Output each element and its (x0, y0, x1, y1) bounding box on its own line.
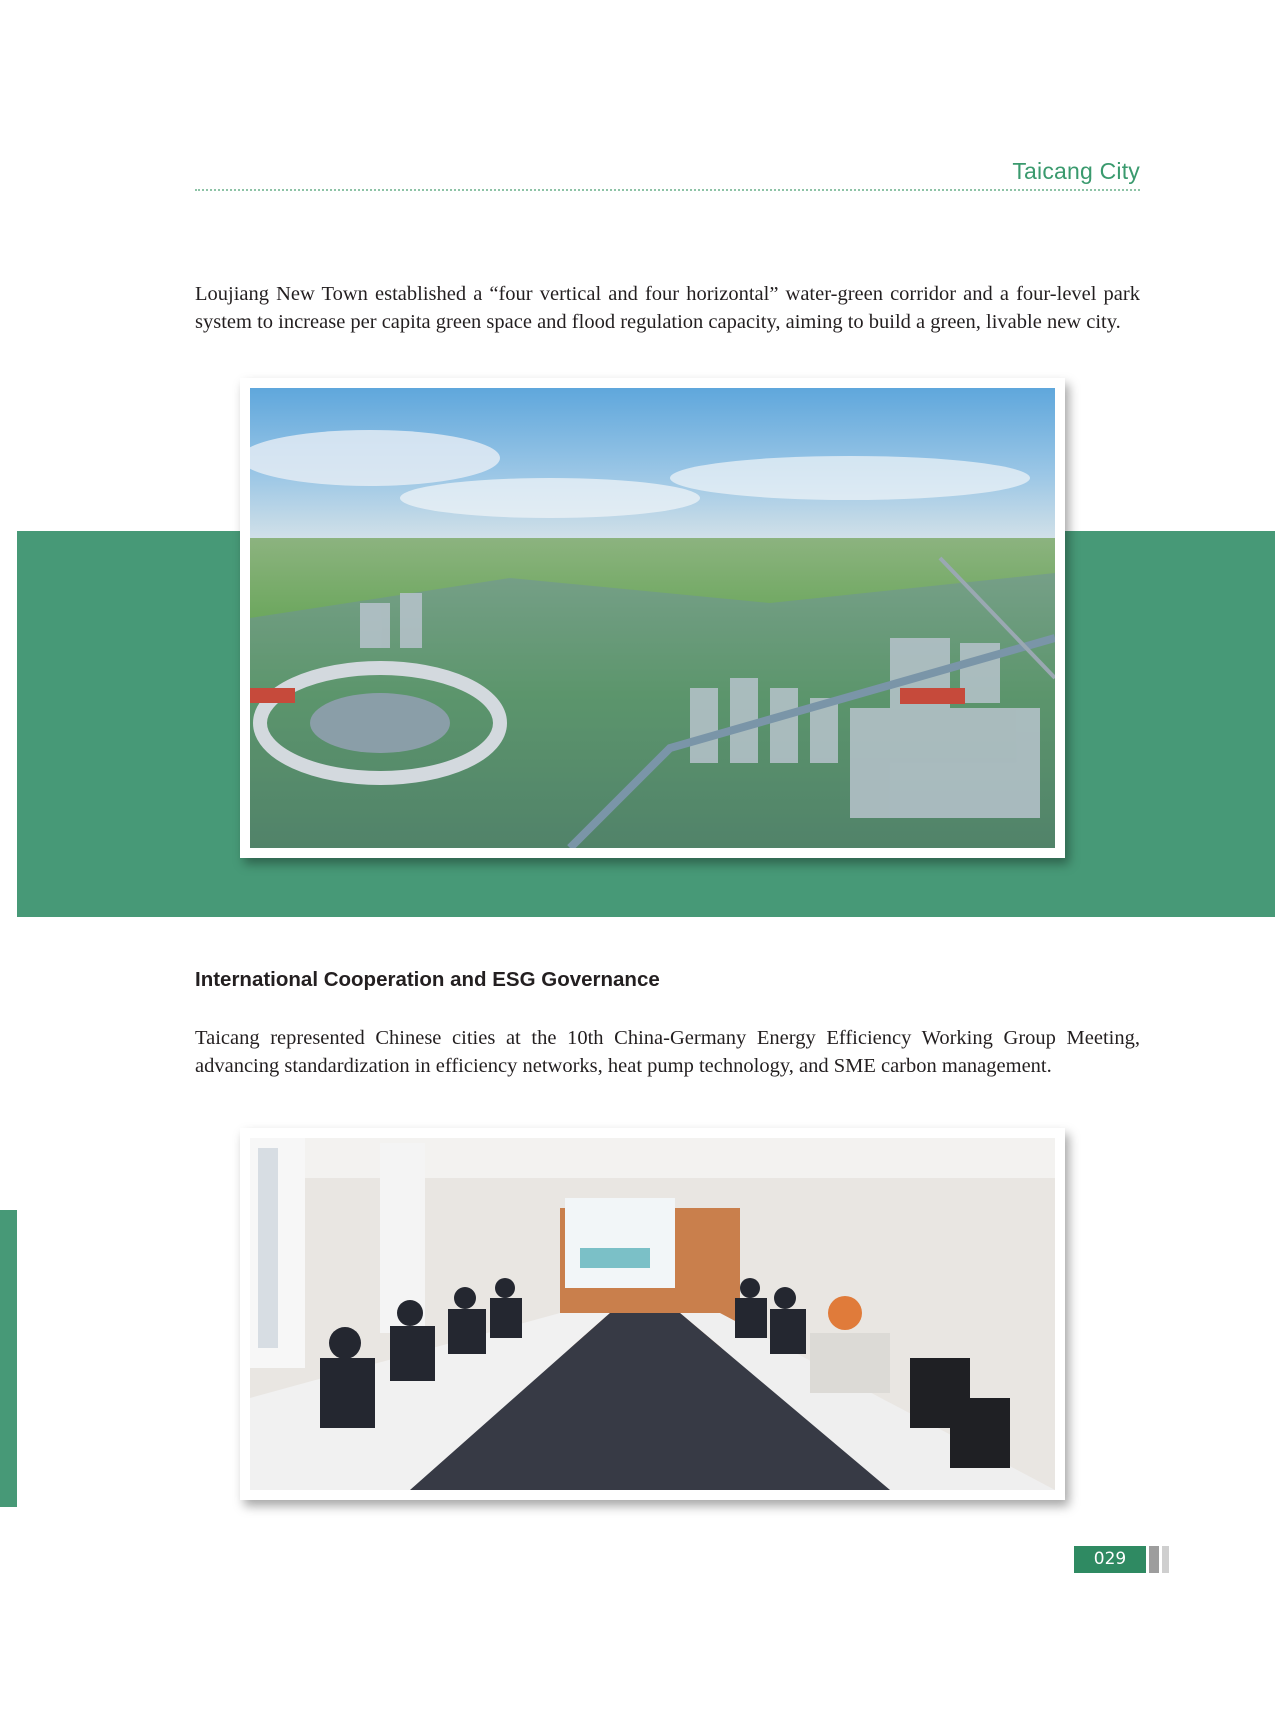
cooperation-paragraph: Taicang represented Chinese cities at the 10th China-Germany Energy Efficiency Working Group Meeting, advancing standardization in efficiency networks, heat pump technology, and SME carbon management. (195, 1027, 1140, 1077)
running-header-title: Taicang City (1012, 158, 1140, 184)
aerial-city-photo (250, 388, 1055, 848)
header-dotted-rule (195, 189, 1140, 191)
page-number-accent-light (1162, 1546, 1169, 1573)
aerial-photo-frame (240, 378, 1065, 858)
page-number-accent-dark (1149, 1546, 1159, 1573)
intro-paragraph: Loujiang New Town established a “four vertical and four horizontal” water-green corridor and a four-level park system to increase per capita green space and flood regulation capacity, aiming to build a green, livable new city. (195, 283, 1140, 333)
section-heading: International Cooperation and ESG Governance (195, 968, 660, 991)
left-edge-accent-bar (0, 1210, 17, 1507)
meeting-room-photo (250, 1138, 1055, 1490)
meeting-photo-frame (240, 1128, 1065, 1500)
page-number-badge: 029 (1074, 1546, 1146, 1573)
